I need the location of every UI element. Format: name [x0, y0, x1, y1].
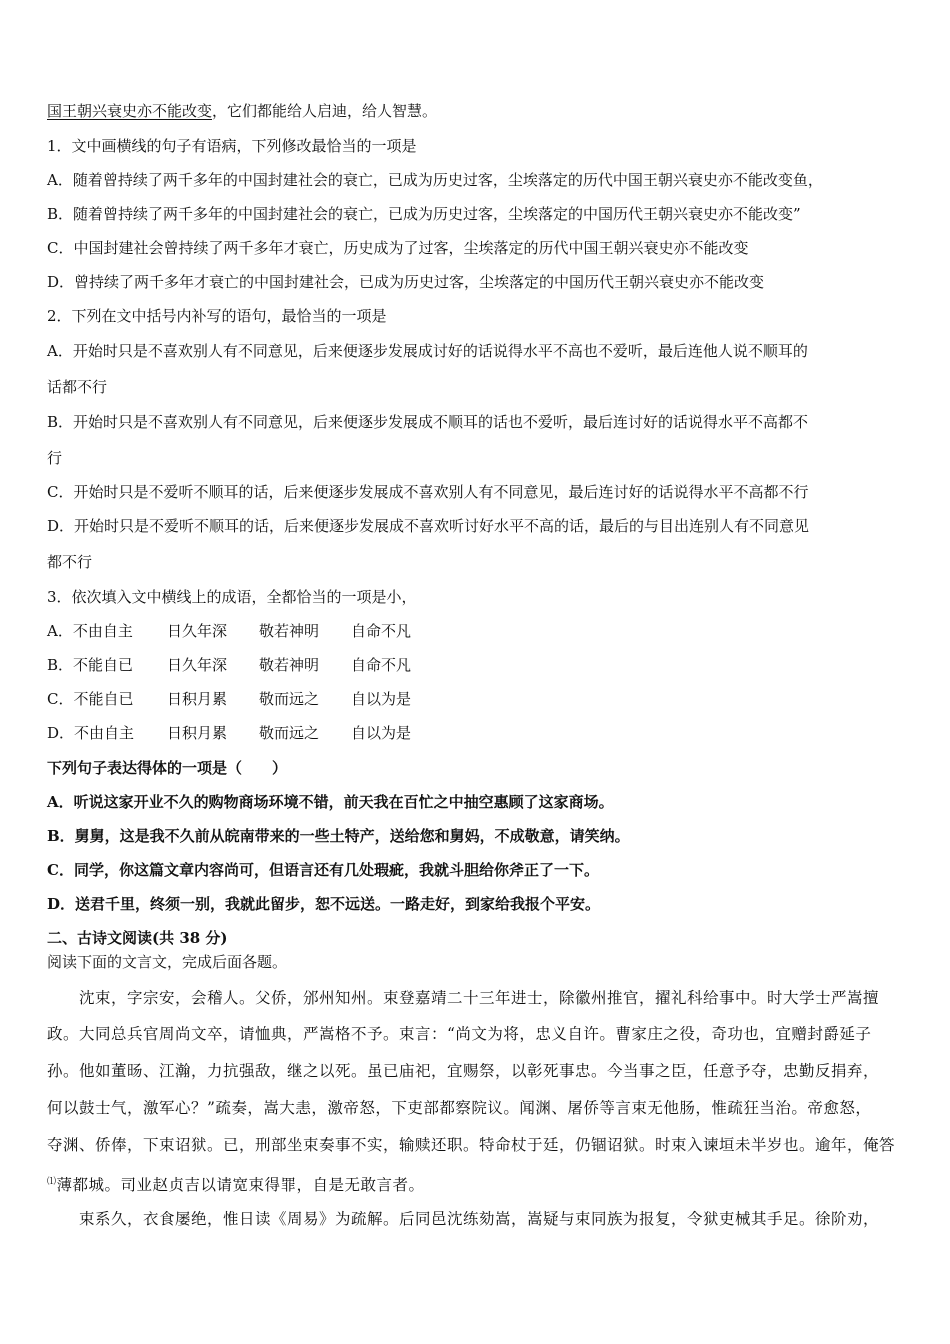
passage-line-5: 夺渊、侨俸，下束诏狱。已，刑部坐束奏事不实，输赎还职。特命杖于廷，仍锢诏狱。时束入谏垣未半岁也。逾年，俺答: [47, 1136, 896, 1154]
section-instruction: 阅读下面的文言文，完成后面各题。: [47, 953, 288, 971]
q2-option-a-line2: 话都不行: [47, 378, 108, 396]
q4-stem: 下列句子表达得体的一项是（ ）: [47, 759, 288, 777]
q1-option-b: B．随着曾持续了两千多年的中国封建社会的衰亡，已成为历史过客，尘埃落定的中国历代王朝兴衰史亦不能改变”: [47, 205, 801, 223]
q3-stem: 3．依次填入文中横线上的成语，全都恰当的一项是小，: [47, 588, 417, 606]
q4-option-c: C．同学，你这篇文章内容尚可，但语言还有几处瑕疵，我就斗胆给你斧正了一下。: [47, 861, 599, 879]
intro-line: [47, 101, 437, 121]
q3-c-1: C．不能自已: [47, 690, 134, 708]
q3-row-c: [47, 689, 411, 709]
q3-d-3: 敬而远之: [259, 724, 320, 742]
q3-a-1: A．不由自主: [47, 622, 133, 640]
q2-option-d-line1: D．开始时只是不爱听不顺耳的话，后来便逐步发展成不喜欢听讨好水平不高的话，最后的与目出连别人有不同意见: [47, 517, 810, 535]
q3-row-a: [47, 621, 411, 641]
q3-row-d: [47, 723, 411, 743]
q3-a-2: 日久年深: [167, 622, 228, 640]
q3-d-4: 自以为是: [351, 724, 412, 742]
q3-b-1: B．不能自已: [47, 656, 134, 674]
q2-option-b-line1: B．开始时只是不喜欢别人有不同意见，后来便逐步发展成不顺耳的话也不爱听，最后连讨好的话说得水平不高都不: [47, 413, 809, 431]
q3-a-3: 敬若神明: [259, 622, 320, 640]
q3-d-2: 日积月累: [167, 724, 228, 742]
q2-option-c: C．开始时只是不爱听不顺耳的话，后来便逐步发展成不喜欢别人有不同意见，最后连讨好的话说得水平不高都不行: [47, 483, 809, 501]
passage-line-4: 何以鼓士气，激军心？”疏奏，嵩大恚，激帝怒，下吏部都察院议。闻渊、屠侨等言束无他肠，惟疏狂当治。帝愈怒，: [47, 1099, 872, 1117]
q3-b-4: 自命不凡: [351, 656, 412, 674]
passage-line-7: 束系久，衣食屡绝，惟日读《周易》为疏解。后同邑沈练劾嵩，嵩疑与束同族为报复，令狱吏械其手足。徐阶劝，: [47, 1210, 880, 1228]
q2-stem: 2．下列在文中括号内补写的语句，最恰当的一项是: [47, 307, 387, 325]
q4-option-b: B．舅舅，这是我不久前从皖南带来的一些土特产，送给您和舅妈，不成敬意，请笑纳。: [47, 827, 630, 845]
passage-line-6-text: 薄都城。司业赵贞吉以请宽束得罪，自是无敢言者。: [56, 1176, 425, 1195]
q3-b-2: 日久年深: [167, 656, 228, 674]
q2-option-a-line1: A．开始时只是不喜欢别人有不同意见，后来便逐步发展成讨好的话说得水平不高也不爱听，最后连他人说不顺耳的: [47, 342, 808, 360]
q3-c-4: 自以为是: [351, 690, 412, 708]
q3-a-4: 自命不凡: [351, 622, 412, 640]
q2-option-d-line2: 都不行: [47, 553, 93, 571]
q1-option-c: C．中国封建社会曾持续了两千多年才衰亡，历史成为了过客，尘埃落定的历代中国王朝兴衰史亦不能改变: [47, 239, 749, 257]
q1-stem: 1．文中画横线的句子有语病，下列修改最恰当的一项是: [47, 137, 417, 155]
q3-row-b: [47, 655, 411, 675]
q2-option-b-line2: 行: [47, 449, 63, 467]
q3-c-2: 日积月累: [167, 690, 228, 708]
q4-option-a: A．听说这家开业不久的购物商场环境不错，前天我在百忙之中抽空惠顾了这家商场。: [47, 793, 614, 811]
q3-c-3: 敬而远之: [259, 690, 320, 708]
q3-b-3: 敬若神明: [259, 656, 320, 674]
q3-d-1: D．不由自主: [47, 724, 135, 742]
passage-line-2: 政。大同总兵官周尚文卒，请恤典，严嵩格不予。束言：“尚文为将，忠义自许。曹家庄之役，奇功也，宜赠封爵延子: [47, 1025, 872, 1043]
section-heading: 二、古诗文阅读(共 38 分): [47, 929, 228, 947]
underlined-sentence: 国王朝兴衰史亦不能改变: [47, 102, 213, 120]
passage-line-1: 沈束，字宗安，会稽人。父侨，邠州知州。束登嘉靖二十三年进士，除徽州推官，擢礼科给事中。时大学士严嵩擅: [47, 989, 880, 1007]
footnote-mark: ⑴: [47, 1177, 57, 1187]
q4-option-d: D．送君千里，终须一别，我就此留步，恕不远送。一路走好，到家给我报个平安。: [47, 895, 601, 913]
q1-option-a: A．随着曾持续了两千多年的中国封建社会的衰亡，已成为历史过客，尘埃落定的历代中国王朝兴衰史亦不能改变鱼，: [47, 171, 823, 189]
q1-option-d: D．曾持续了两千多年才衰亡的中国封建社会，已成为历史过客，尘埃落定的中国历代王朝兴衰史亦不能改变: [47, 273, 765, 291]
passage-line-6: [47, 1172, 425, 1195]
passage-line-3: 孙。他如董旸、江瀚，力抗强敌，继之以死。虽已庙祀，宜赐祭，以彰死事忠。今当事之臣，任意予夺，忠勤反捐弃，: [47, 1062, 880, 1080]
intro-rest: ，它们都能给人启迪，给人智慧。: [212, 102, 438, 120]
